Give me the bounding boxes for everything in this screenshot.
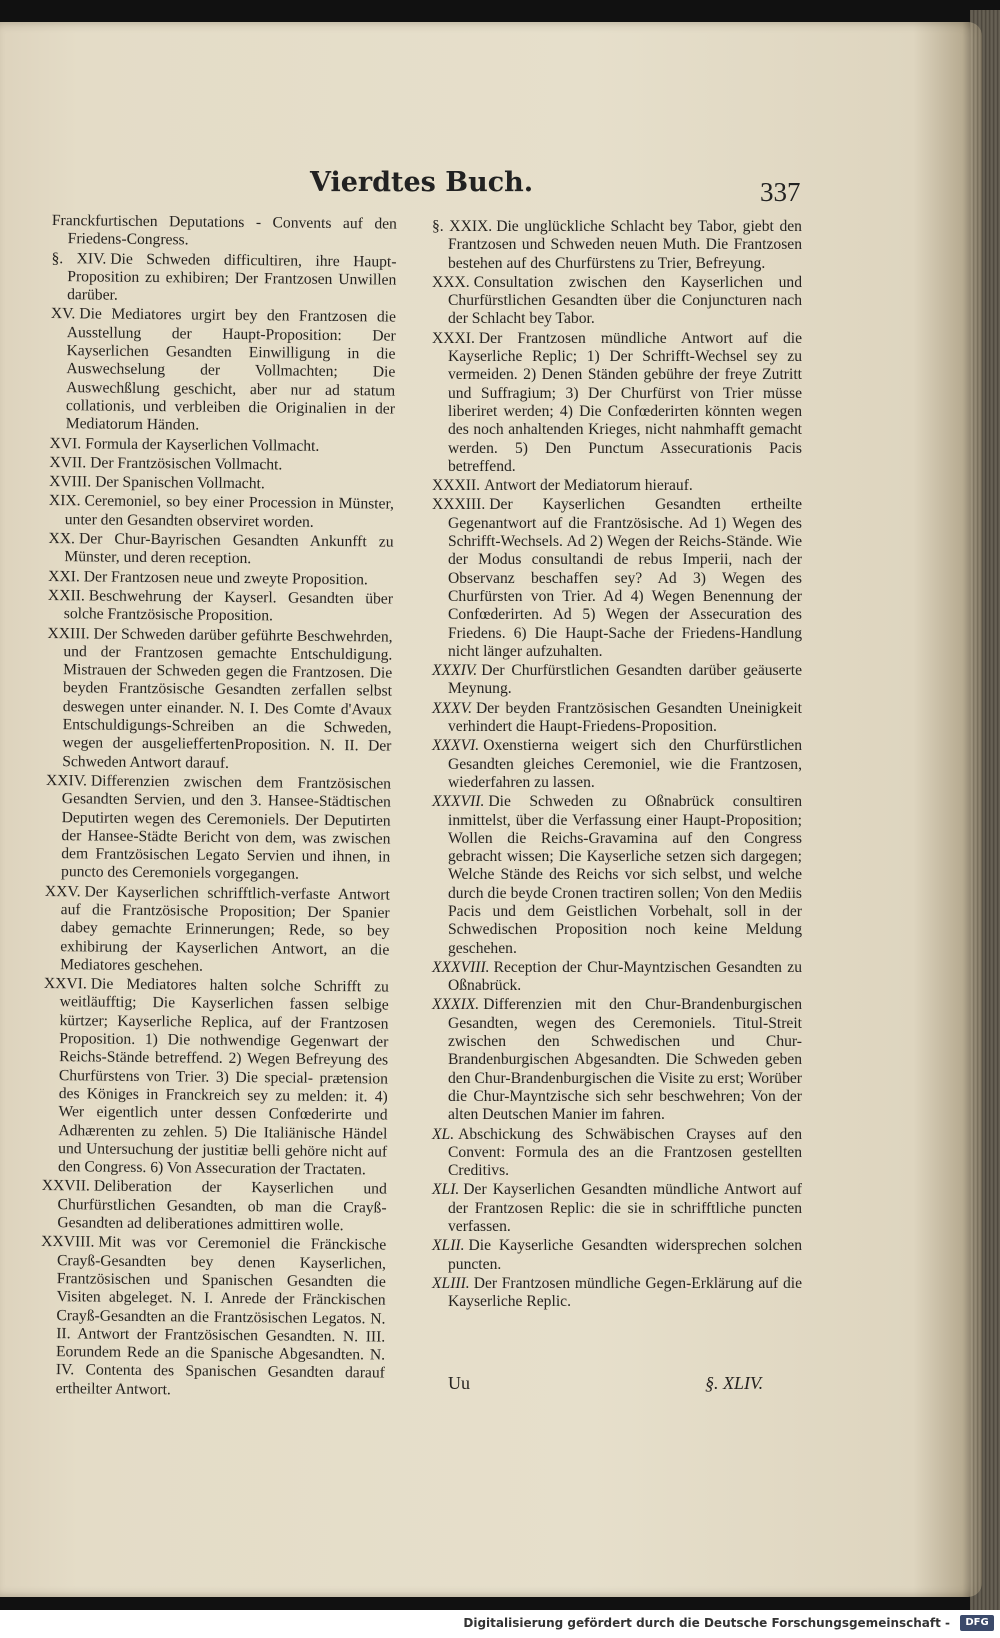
- section-summary: Franckfurtischen Deputations - Convents auf den Friedens-Congress.: [51, 212, 397, 249]
- toc-entry: [49, 454, 394, 476]
- section-number: XXVII.: [41, 1177, 90, 1195]
- section-summary: Der Kayserlichen Gesandten mündliche Antwort auf der Frantzosen Replic: die sie in schrifftliche puncten verfassen.: [448, 1181, 802, 1236]
- section-number: XXXIV.: [432, 662, 478, 680]
- toc-entry: [48, 568, 393, 590]
- section-number: XXII.: [47, 586, 85, 605]
- signature-mark: Uu: [448, 1373, 470, 1393]
- toc-entry: [50, 305, 396, 437]
- page-number: 337: [760, 177, 801, 207]
- section-summary: Deliberation der Kayserlichen und Churfürstlichen Gesandten, ob man die Crayß-Gesandten ad deliberationes admittiren wolle.: [57, 1177, 387, 1235]
- section-summary: Abschickung des Schwäbischen Crayses auf den Convent: Formula des an die Frantzosen gestellten Creditivs.: [448, 1125, 802, 1180]
- toc-entry: [45, 772, 391, 885]
- toc-entry: [432, 700, 802, 737]
- toc-entry: [46, 625, 393, 775]
- toc-entry: [42, 975, 389, 1180]
- dfg-logo: DFG: [960, 1615, 994, 1631]
- section-summary: Die Schweden zu Oßnabrück consultiren inmittelst, über die Verfassung einer Haupt-Proposition; Wollen die Reichs-Gravamina auf den Congress gebracht wissen; Die Kayserliche setzen sich dargegen; Welche Stände des Reichs vor sich selbst, und welche durch die beyde Cronen tractiren sollen; Von den Mediis Pacis und dem Geistlichen Vorbehalt, soll in der Schwedischen Proposition noch keine Meldung geschehen.: [448, 793, 802, 957]
- left-column: [40, 212, 397, 1403]
- toc-entry: [432, 1126, 802, 1181]
- toc-entry: [40, 1233, 387, 1401]
- toc-entry: [432, 274, 802, 329]
- section-summary: Die Mediatores halten solche Schrifft zu weitläufftig; Die Kayserlichen fassen selbige kürtzer; Kayserliche Replica, auf der Frantzosen Proposition. 1) Die nothwendige Gegenwart der Reichs-Stände betreffend. 2) Wegen Befreyung des Churfürstens von Trier. 3) Die special- prætension des Königes in Franckreich sey zu melden: it. 4) Wer eigentlich unter dessen Confœderirte und Adhærenten zu zehlen. 5) Die Italiänische Händel und Untersuchung der justitiæ belli gehöre nicht auf den Congress. 6) Von Assecuration der Tractaten.: [57, 975, 389, 1179]
- toc-entry: [432, 959, 802, 996]
- section-number: XXVIII.: [41, 1233, 95, 1251]
- toc-entry: [432, 1237, 802, 1274]
- section-summary: Der Frantzosen mündliche Gegen-Erklärung auf die Kayserliche Replic.: [448, 1274, 802, 1311]
- toc-entry: [48, 530, 393, 570]
- section-summary: Antwort der Mediatorum hierauf.: [484, 477, 693, 495]
- section-number: XIX.: [48, 492, 81, 510]
- section-summary: Der Frantzösischen Vollmacht.: [90, 454, 283, 474]
- section-number: XX.: [48, 530, 76, 548]
- toc-entry: [432, 496, 802, 661]
- section-summary: Differenzien zwischen dem Frantzösischen Gesandten Servien, und den 3. Hansee-Städtischen Deputirten wegen des Ceremoniels. Der Deputirten der Hansee-Städte Bericht von dem, was zwischen dem Frantzösischen Legato Servien und ihnen, in puncto des Ceremoniels vorgegangen.: [60, 772, 392, 884]
- page-edges: [970, 10, 1000, 1610]
- section-number: XXXI.: [432, 329, 475, 347]
- section-summary: Die Mediatores urgirt bey den Frantzosen die Ausstellung der Haupt-Proposition: Der Kayserlichen Gesandten Einwilligung in die Auswechselung der Vollmachten; Die Auswechßlung geschicht, aber nur ad statum collationis, und verbleiben die Originalien in der Mediatorum Händen.: [65, 305, 397, 434]
- section-summary: Die unglückliche Schlacht bey Tabor, giebt den Frantzosen und Schweden neuen Muth. Die Frantzosen bestehen auf des Churfürstens zu Trier, Befreyung.: [448, 218, 802, 272]
- toc-entry: [49, 435, 394, 457]
- section-number: XXIII.: [47, 624, 90, 642]
- toc-entry: [44, 883, 390, 978]
- section-number: XLIII.: [432, 1274, 470, 1292]
- section-summary: Der Churfürstlichen Gesandten darüber geäuserte Meynung.: [448, 662, 802, 698]
- section-summary: Der Frantzosen neue und zweyte Proposition.: [83, 567, 368, 588]
- section-number: §. XIV.: [51, 249, 107, 268]
- toc-entry: [432, 996, 802, 1124]
- section-number: XXXVI.: [432, 737, 480, 755]
- section-summary: Reception der Chur-Mayntzischen Gesandten zu Oßnabrück.: [448, 958, 802, 995]
- section-number: §. XXIX.: [432, 218, 493, 235]
- section-number: XXI.: [48, 567, 80, 585]
- section-number: XVIII.: [49, 473, 92, 491]
- section-number: XVII.: [49, 453, 87, 472]
- section-summary: Beschwehrung der Kayserl. Gesandten über solche Frantzösische Proposition.: [63, 587, 394, 625]
- section-summary: Der Chur-Bayrischen Gesandten Ankunfft zu Münster, und deren reception.: [64, 530, 394, 568]
- toc-entry: [432, 218, 802, 273]
- section-summary: Consultation zwischen den Kayserlichen und Churfürstlichen Gesandten über die Conjuncturen nach der Schlacht bey Tabor.: [448, 273, 802, 328]
- section-number: XXXII.: [432, 477, 481, 495]
- section-summary: Der Kayserlichen Gesandten ertheilte Gegenantwort auf die Frantzösische. Ad 1) Wegen des Schrifft-Wechsels. Ad 2) Wegen der Reichs-Stände. Wie der Modus consultandi de rebus Imperii, nach der Observanz beschaffen sey? Ad 3) Wegen des Churfürsten von Trier. Ad 4) Wegen Benennung der Confœderirten. Ad 5) Wegen der Assecuration des Friedens. 6) Die Haupt-Sache der Friedens-Handlung nicht länger aufzuhalten.: [448, 496, 802, 660]
- section-number: XXXIII.: [432, 496, 486, 514]
- section-summary: Der Frantzosen mündliche Antwort auf die Kayserliche Replic; 1) Der Schrifft-Wechsel sey zu vermeiden. 2) Denen Ständen gebühre der freye Zutritt und Suffragium; 3) Der Churfürst von Trier müsse liberiret werden; 4) Die Confœderirten könnten wegen des noch anhaltenden Krieges, nicht nahmhafft gemacht werden. 5) Den Punctum Assecurationis Pacis betreffend.: [448, 329, 802, 475]
- catchword: §. XLIV.: [705, 1373, 764, 1393]
- section-number: XXXV.: [432, 699, 472, 717]
- section-summary: Der Spanischen Vollmacht.: [95, 473, 265, 493]
- section-number: XXXVII.: [432, 793, 485, 811]
- running-head: Vierdtes Buch.: [310, 167, 534, 198]
- section-summary: Ceremoniel, so bey einer Procession in Münster, unter den Gesandten observiret worden.: [64, 492, 395, 531]
- toc-entry: [48, 587, 393, 627]
- toc-entry: [41, 1177, 387, 1236]
- book-page: [0, 22, 982, 1597]
- section-number: XXV.: [44, 882, 81, 901]
- section-number: XXIV.: [45, 771, 88, 790]
- section-number: XXXIX.: [432, 996, 480, 1014]
- section-summary: Der Kayserlichen schrifftlich-verfaste Antwort auf die Frantzösische Proposition; Der Spanier dabey gemachte Erinnerungen; Rede, so bey exhibirung der Kayserlichen Antwort, an die Mediatores geschehen.: [60, 883, 390, 975]
- toc-entry: [432, 477, 802, 495]
- section-summary: Formula der Kayserlichen Vollmacht.: [85, 434, 320, 455]
- section-number: XLII.: [432, 1237, 465, 1255]
- right-column: [432, 218, 802, 1313]
- section-number: XVI.: [49, 434, 82, 452]
- section-summary: Oxenstierna weigert sich den Churfürstlichen Gesandten gleiches Ceremoniel, wie die Frantzosen, wiederfahren zu lassen.: [448, 737, 802, 791]
- toc-entry: [432, 1181, 802, 1236]
- toc-entry: [432, 793, 802, 958]
- toc-entry: [49, 473, 394, 495]
- section-number: XL.: [432, 1125, 455, 1143]
- toc-entry: [52, 212, 397, 252]
- section-number: XXX.: [432, 273, 470, 291]
- toc-entry: [51, 250, 397, 309]
- toc-entry: [49, 492, 394, 532]
- section-number: XLI.: [432, 1181, 460, 1199]
- section-summary: Mit was vor Ceremoniel die Fränckische Crayß-Gesandten bey denen Kayserlichen, Frantzösischen und Spanischen Gesandten die Visiten abgeleget. N. I. Anrede der Fränckischen Crayß-Gesandten an die Frantzösischen Legatos. N. II. Antwort der Frantzösischen Gesandten. N. III. Eorundem Rede an die Spanische Abgesandten. N. IV. Contenta des Spanischen Gesandten darauf ertheilter Antwort.: [55, 1233, 387, 1399]
- toc-entry: [432, 330, 802, 476]
- section-summary: Die Kayserliche Gesandten widersprechen solchen puncten.: [448, 1237, 802, 1273]
- section-summary: Differenzien mit den Chur-Brandenburgischen Gesandten, wegen des Ceremoniels. Titul-Streit zwischen den Schwedischen und Chur-Brandenburgischen Abgesandten. Die Schweden geben den Chur-Brandenburgischen die Visite zu erst; Worüber die Chur-Mayntzische sich sehr beschwehren; Von der alten Deutschen Manier im fahren.: [448, 996, 802, 1124]
- section-summary: Der beyden Frantzösischen Gesandten Uneinigkeit verhindert die Haupt-Friedens-Proposition.: [448, 699, 802, 736]
- section-number: XXVI.: [43, 975, 87, 993]
- section-number: XXXVIII.: [432, 958, 490, 976]
- section-summary: Die Schweden difficultiren, ihre Haupt-Proposition zu exhibiren; Der Frantzosen Unwillen darüber.: [67, 250, 397, 304]
- section-number: XV.: [50, 305, 76, 323]
- footer-credit: Digitalisierung gefördert durch die Deutsche Forschungsgemeinschaft -: [463, 1616, 950, 1630]
- toc-entry: [432, 1275, 802, 1312]
- footer-bar: [0, 1610, 1000, 1638]
- toc-entry: [432, 662, 802, 699]
- toc-entry: [432, 737, 802, 792]
- section-summary: Der Schweden darüber geführte Beschwehrden, und der Frantzosen gemachte Entschuldigung. Mistrauen der Schweden gegen die Frantzosen. Die beyden Frantzösische Gesandten zerfallen selbst deswegen unter einander. N. I. Des Comte d'Avaux Entschuldigungs-Schreiben an die Schweden, wegen der ausgelieffertenProposition. N. II. Der Schweden Antwort darauf.: [62, 624, 393, 772]
